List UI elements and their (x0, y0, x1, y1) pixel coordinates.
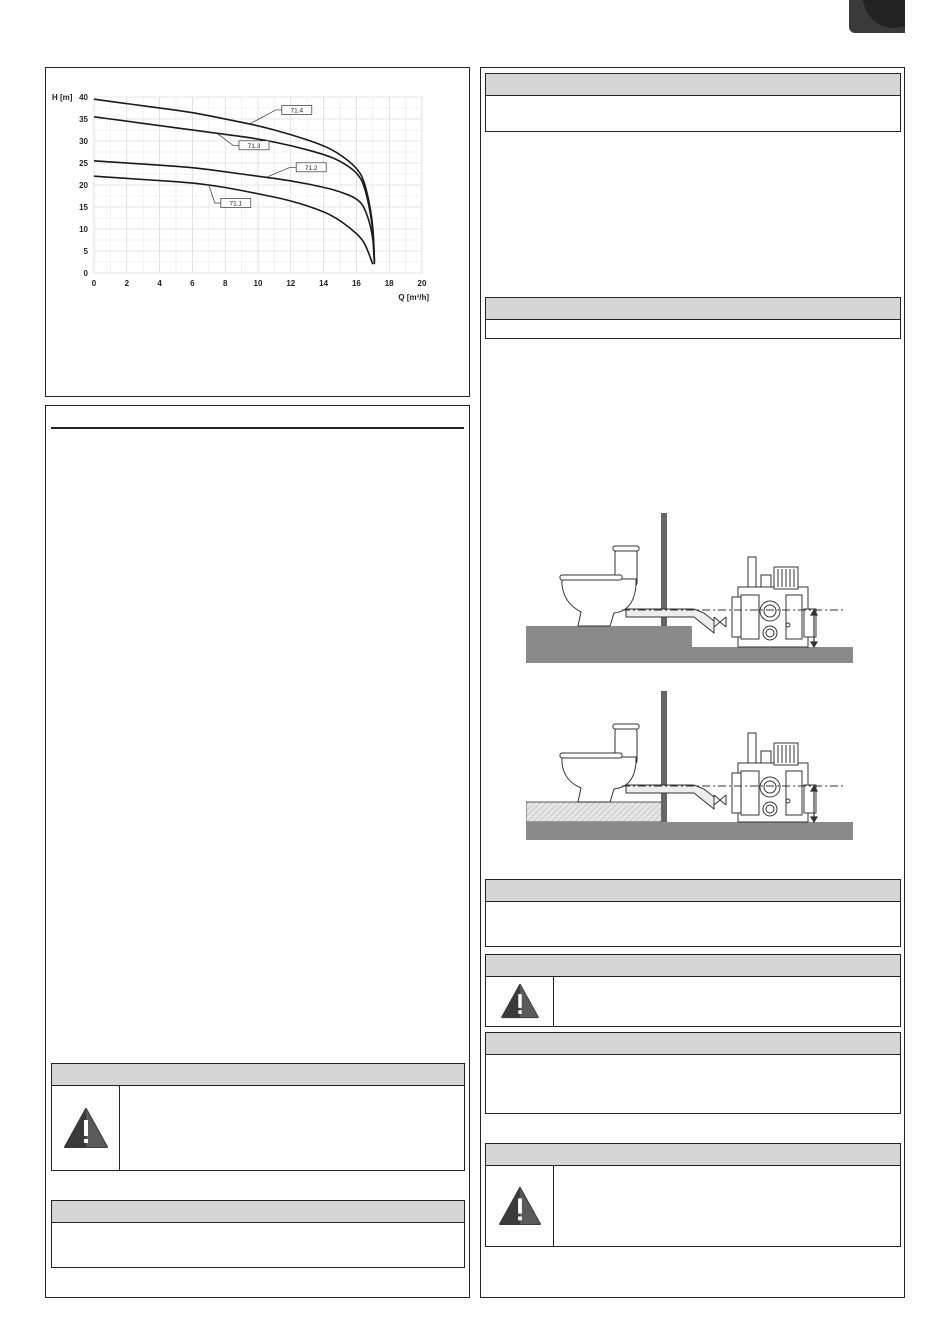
x-tick-label: 8 (222, 279, 228, 288)
right-text-frame (480, 67, 905, 1298)
series-label: 71.3 (247, 142, 261, 150)
note-box-3-header (486, 880, 900, 902)
corner-tab (849, 0, 905, 33)
warning-cell (52, 1085, 120, 1170)
warning-icon (63, 1107, 109, 1149)
x-axis-label: Q [m³/h] (398, 293, 429, 302)
y-tick-label: 5 (83, 247, 88, 256)
warning-box-2-header (486, 1144, 900, 1166)
pump-curve-chart (46, 68, 469, 396)
floor-slab (526, 822, 853, 840)
note-box-1-header (486, 74, 900, 96)
wall (661, 691, 667, 822)
section-rule (51, 427, 464, 429)
installation-diagram-raised (526, 691, 854, 843)
warning-box-1-header (486, 955, 900, 977)
y-tick-label: 20 (79, 181, 88, 190)
y-tick-label: 25 (79, 159, 88, 168)
x-tick-label: 0 (91, 279, 97, 288)
lifting-station (732, 733, 816, 822)
y-tick-label: 10 (79, 225, 88, 234)
note-box-left-header (52, 1201, 464, 1223)
floor-lower (692, 647, 853, 663)
warning-box-1 (485, 954, 901, 1027)
note-box-2-header (486, 298, 900, 320)
y-tick-label: 40 (79, 93, 88, 102)
note-box-3 (485, 879, 901, 947)
series-label: 71.1 (229, 200, 243, 208)
x-tick-label: 2 (124, 279, 130, 288)
x-tick-label: 12 (286, 279, 296, 288)
series-label-leader (250, 110, 282, 124)
note-box-1 (485, 73, 901, 132)
note-box-2 (485, 297, 901, 339)
x-tick-label: 6 (190, 279, 195, 288)
x-tick-label: 14 (319, 279, 329, 288)
x-tick-label: 20 (417, 279, 427, 288)
series-line (94, 161, 374, 264)
series-label-leader (266, 167, 296, 177)
warning-box-left-header (52, 1064, 464, 1086)
note-box-left (51, 1200, 465, 1268)
warning-cell (486, 976, 554, 1026)
warning-icon (498, 1186, 542, 1226)
x-tick-label: 16 (351, 279, 361, 288)
note-box-4-header (486, 1033, 900, 1055)
installation-diagram-floor (526, 513, 854, 665)
y-tick-label: 30 (79, 137, 88, 146)
x-tick-label: 18 (384, 279, 394, 288)
warning-cell (486, 1165, 554, 1246)
note-box-4 (485, 1032, 901, 1114)
y-axis-label: H [m] (52, 93, 73, 102)
x-tick-label: 10 (253, 279, 263, 288)
left-text-frame (45, 405, 470, 1298)
y-tick-label: 0 (83, 269, 88, 278)
y-tick-label: 15 (79, 203, 88, 212)
warning-box-left (51, 1063, 465, 1171)
series-label: 71.4 (290, 107, 304, 115)
warning-box-2 (485, 1143, 901, 1247)
x-tick-label: 4 (157, 279, 162, 288)
raised-platform (526, 802, 664, 822)
lifting-station (732, 557, 816, 647)
y-tick-label: 35 (79, 115, 88, 124)
series-label: 71.2 (304, 164, 318, 172)
floor-slab (526, 626, 692, 663)
warning-icon (500, 983, 540, 1019)
chart-frame (45, 67, 470, 397)
series-label-leader (209, 185, 221, 203)
